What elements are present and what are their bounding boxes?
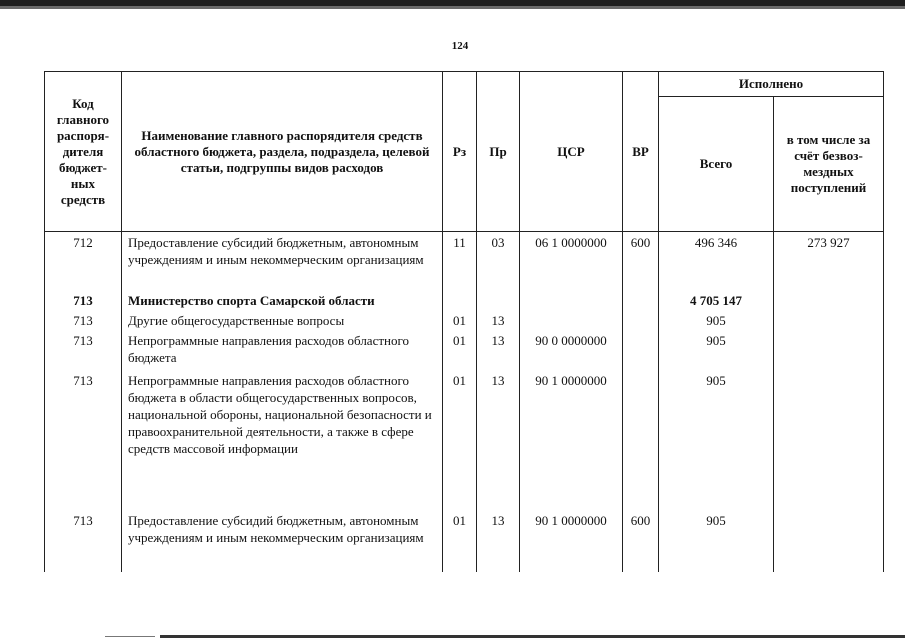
top-scan-border-shadow — [0, 6, 905, 9]
row-vr: 600 — [623, 232, 659, 293]
bottom-scan-border — [160, 635, 905, 638]
row-code: 713 — [45, 512, 122, 572]
row-pr — [477, 292, 520, 312]
row-pr: 13 — [477, 512, 520, 572]
row-rz: 01 — [443, 512, 477, 572]
row-pr: 13 — [477, 332, 520, 372]
row-rz: 01 — [443, 332, 477, 372]
row-total: 905 — [659, 512, 774, 572]
row-name: Министерство спорта Самарской области — [122, 292, 443, 312]
row-csr — [520, 292, 623, 312]
header-csr: ЦСР — [520, 72, 623, 232]
row-code: 713 — [45, 312, 122, 332]
header-rz: Рз — [443, 72, 477, 232]
header-total: Всего — [659, 97, 774, 232]
row-pr: 03 — [477, 232, 520, 293]
row-total: 905 — [659, 332, 774, 372]
row-gratuitous — [774, 312, 884, 332]
row-csr: 90 0 0000000 — [520, 332, 623, 372]
row-csr: 90 1 0000000 — [520, 512, 623, 572]
row-code: 713 — [45, 292, 122, 312]
row-vr — [623, 292, 659, 312]
row-csr: 06 1 0000000 — [520, 232, 623, 293]
row-total: 905 — [659, 372, 774, 512]
header-pr: Пр — [477, 72, 520, 232]
row-vr — [623, 312, 659, 332]
row-name: Непрограммные направления расходов областного бюджета — [122, 332, 443, 372]
header-gratuitous: в том числе за счёт безвоз-мездных поступлений — [774, 97, 884, 232]
row-csr: 90 1 0000000 — [520, 372, 623, 512]
table-row — [45, 312, 884, 332]
header-code: Код главного распоря-дителя бюджет-ных средств — [45, 72, 122, 232]
row-code: 712 — [45, 232, 122, 293]
row-vr: 600 — [623, 512, 659, 572]
row-rz: 01 — [443, 312, 477, 332]
row-rz — [443, 292, 477, 312]
header-vr: ВР — [623, 72, 659, 232]
row-vr — [623, 372, 659, 512]
row-rz: 01 — [443, 372, 477, 512]
table-row — [45, 292, 884, 312]
table-row — [45, 372, 884, 512]
table-row — [45, 332, 884, 372]
row-gratuitous — [774, 332, 884, 372]
table-header — [45, 72, 884, 232]
header-executed: Исполнено — [659, 72, 884, 97]
header-name: Наименование главного распорядителя средств областного бюджета, раздела, подраздела, целевой статьи, подгруппы видов расходов — [122, 72, 443, 232]
row-code: 713 — [45, 372, 122, 512]
table-row — [45, 512, 884, 572]
table-body — [45, 232, 884, 573]
row-name: Предоставление субсидий бюджетным, автономным учреждениям и иным некоммерческим организациям — [122, 232, 443, 293]
row-code: 713 — [45, 332, 122, 372]
row-csr — [520, 312, 623, 332]
row-gratuitous — [774, 512, 884, 572]
row-gratuitous — [774, 372, 884, 512]
row-pr: 13 — [477, 312, 520, 332]
row-name: Предоставление субсидий бюджетным, автономным учреждениям и иным некоммерческим организациям — [122, 512, 443, 572]
row-total: 4 705 147 — [659, 292, 774, 312]
row-gratuitous: 273 927 — [774, 232, 884, 293]
row-total: 496 346 — [659, 232, 774, 293]
budget-table-container — [44, 71, 883, 572]
page-number: 124 — [451, 40, 469, 52]
bottom-scan-mark — [105, 636, 155, 637]
row-name: Другие общегосударственные вопросы — [122, 312, 443, 332]
row-gratuitous — [774, 292, 884, 312]
row-name: Непрограммные направления расходов областного бюджета в области общегосударственных вопросов, национальной обороны, национальной безопасности и правоохранительной деятельности, а также в сфере средств массовой информации — [122, 372, 443, 512]
budget-table — [44, 71, 884, 572]
table-row — [45, 232, 884, 293]
row-total: 905 — [659, 312, 774, 332]
row-vr — [623, 332, 659, 372]
row-rz: 11 — [443, 232, 477, 293]
row-pr: 13 — [477, 372, 520, 512]
